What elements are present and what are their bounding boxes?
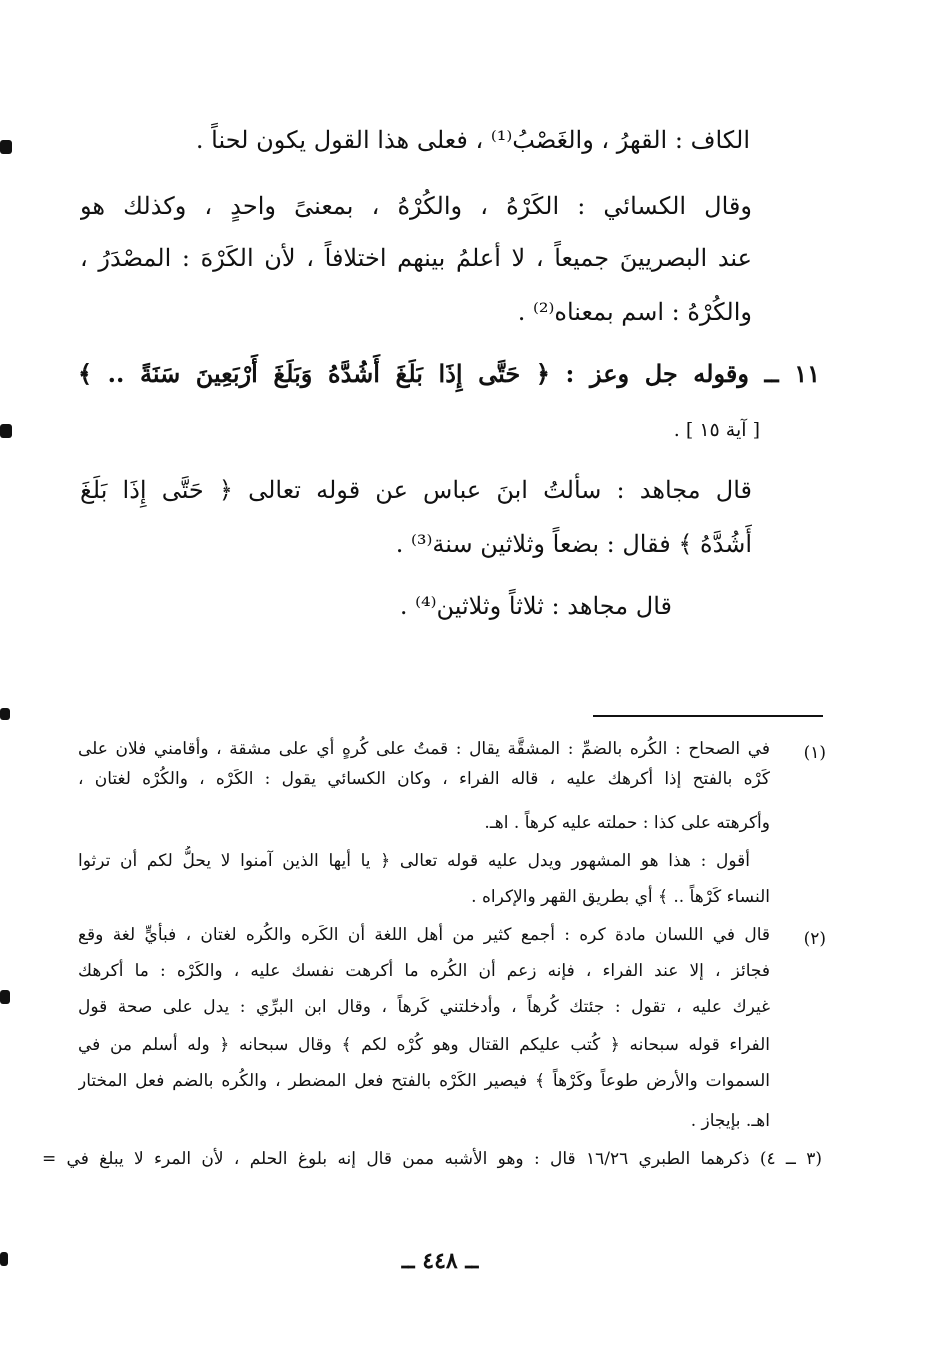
footnote-1-line-5: النساء كَرْهاً .. ﴾ أي بطريق القهر والإكراه .	[471, 887, 770, 907]
page-number: ــ ٤٤٨ ــ	[401, 1248, 479, 1274]
footnote-1-line-1: في الصحاح : الكُره بالضمِّ : المشقَّة يقال : قمتُ على كُرهٍ أي على مشقة ، وأقامني فلان على	[78, 739, 770, 759]
main-line-2: وقال الكسائي : الكَرْهُ ، والكُرْهُ ، بمعنىً واحدٍ ، وكذلك هو	[80, 192, 752, 220]
footnote-2-line-6: اهـ. بإيجاز .	[690, 1111, 770, 1131]
main-line-9: قال مجاهد : ثلاثاً وثلاثين⁽⁴⁾ .	[399, 592, 672, 620]
scan-margin-mark	[0, 424, 12, 438]
footnote-2-line-2: فجائز ، إلا عند الفراء ، فإنه زعم أن الكُره ما أكرهت نفسك عليه ، والكَرْه : ما أكرهك	[78, 961, 770, 981]
verse-heading-11: ١١ ــ وقوله جل وعز : ﴿ حَتَّى إِذَا بَلَغَ أَشُدَّهُ وَبَلَغَ أَرْبَعِينَ سَنَةً .. ﴾	[78, 359, 820, 388]
main-line-3: عند البصريينَ جميعاً ، لا أعلمُ بينهم اختلافاً ، لأن الكَرْهَ : المصْدَرُ ،	[80, 244, 752, 272]
scan-margin-mark	[0, 1252, 8, 1266]
scan-margin-mark	[0, 708, 10, 720]
main-line-1: الكاف : القهرُ ، والغَصْبُ⁽¹⁾ ، فعلى هذا القول يكون لحناً .	[195, 126, 750, 154]
footnote-1-line-2: كَرْه بالفتح إذا أكرهك عليه ، قاله الفراء ، وكان الكسائي يقول : الكَرْه ، والكُرْه لغتان ،	[78, 769, 770, 789]
footnote-3-4-line: (٣ ــ ٤) ذكرهما الطبري ١٦/٢٦ قال : وهو الأشبه ممن قال إنه بلوغ الحلم ، لأن المرء لا يبلغ في =	[42, 1149, 822, 1169]
footnote-1-line-4: أقول : هذا هو المشهور ويدل عليه قوله تعالى ﴿ يا أيها الذين آمنوا لا يحلُّ لكم أن ترثوا	[78, 851, 750, 871]
footnote-1-line-3: وأكرهته على كذا : حملته عليه كرهاً . اهـ.	[484, 813, 770, 833]
footnote-2-line-1: قال في اللسان مادة كره : أجمع كثير من أهل اللغة أن الكَره والكُره لغتان ، فبأيٍّ لغة وقع	[78, 925, 770, 945]
footnote-2-line-4: الفراء قوله سبحانه ﴿ كُتب عليكم القتال وهو كُرْه لكم ﴾ وقال سبحانه ﴿ وله أسلم من في	[78, 1035, 770, 1055]
footnote-2-label: (٢)	[803, 929, 826, 949]
main-line-4: والكُرْهُ : اسم بمعناه⁽²⁾ .	[517, 298, 752, 326]
footnote-2-line-3: غيرك عليه ، تقول : جئتك كُرهاً ، وأدخلتني كَرهاً ، وقال ابن البرِّي : يدل على صحة قول	[78, 997, 770, 1017]
footnote-2-line-5: السموات والأرض طوعاً وكَرْهاً ﴾ فيصير الكَرْه بالفتح فعل المضطر ، والكُره بالضم فعل المختار	[78, 1071, 770, 1091]
footnote-separator	[593, 715, 823, 717]
scan-margin-mark	[0, 140, 12, 154]
footnote-1-label: (١)	[803, 743, 826, 763]
scan-margin-mark	[0, 990, 10, 1004]
main-line-7: قال مجاهد : سألتُ ابنَ عباس عن قوله تعالى ﴿ حَتَّى إِذَا بَلَغَ	[80, 476, 752, 504]
main-line-8: أَشُدَّهُ ﴾ فقال : بضعاً وثلاثين سنة⁽³⁾ .	[395, 530, 752, 558]
verse-reference: [ آية ١٥ ] .	[673, 419, 760, 441]
